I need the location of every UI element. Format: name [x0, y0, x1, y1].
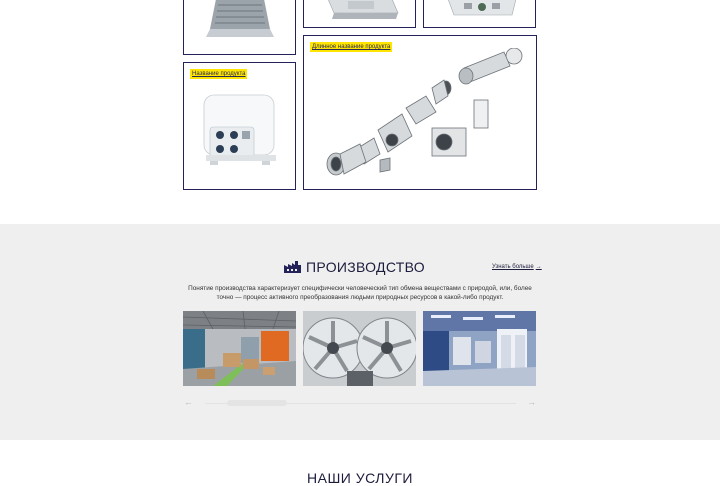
factory-icon	[284, 261, 301, 273]
production-description: Понятие производства характеризует специфически человеческий тип обмена веществами с природой, или, более точно — процесс активного преобразования людьми природных ресурсов в какой-либо продукт.	[188, 285, 532, 301]
clean-room-photo	[423, 311, 536, 386]
slide-industrial-fans[interactable]	[303, 311, 416, 386]
roof-fan-image	[194, 0, 286, 46]
learn-more-link[interactable]	[492, 264, 542, 270]
slide-clean-room[interactable]	[423, 311, 536, 386]
slide-warehouse[interactable]	[183, 311, 296, 386]
learn-more-label[interactable]: Узнать больше	[492, 264, 534, 270]
product-card-duct-unit[interactable]	[303, 0, 416, 28]
product-name-link[interactable]: Длинное название продукта	[312, 44, 391, 50]
slider-scrollbar-thumb[interactable]	[227, 400, 287, 406]
product-name-link[interactable]: Название продукта	[192, 71, 246, 77]
duct-unit-image	[318, 0, 404, 25]
control-box-image	[196, 89, 286, 185]
product-card-duct-assembly[interactable]	[303, 35, 537, 190]
slider-prev-arrow[interactable]: ←	[184, 397, 193, 407]
production-section	[0, 224, 720, 440]
product-card-roof-fan[interactable]	[183, 0, 296, 55]
arrow-right-icon: →	[535, 264, 542, 270]
panel-unit-image	[442, 0, 522, 25]
warehouse-photo	[183, 311, 296, 386]
production-heading	[284, 257, 425, 277]
slider-next-arrow[interactable]: →	[527, 397, 536, 407]
product-card-control-box[interactable]	[183, 62, 296, 190]
production-title: ПРОИЗВОДСТВО	[306, 259, 425, 275]
services-title: НАШИ УСЛУГИ	[307, 470, 413, 486]
industrial-fans-photo	[303, 311, 416, 386]
product-card-panel[interactable]	[423, 0, 536, 28]
duct-assembly-image	[314, 48, 528, 186]
